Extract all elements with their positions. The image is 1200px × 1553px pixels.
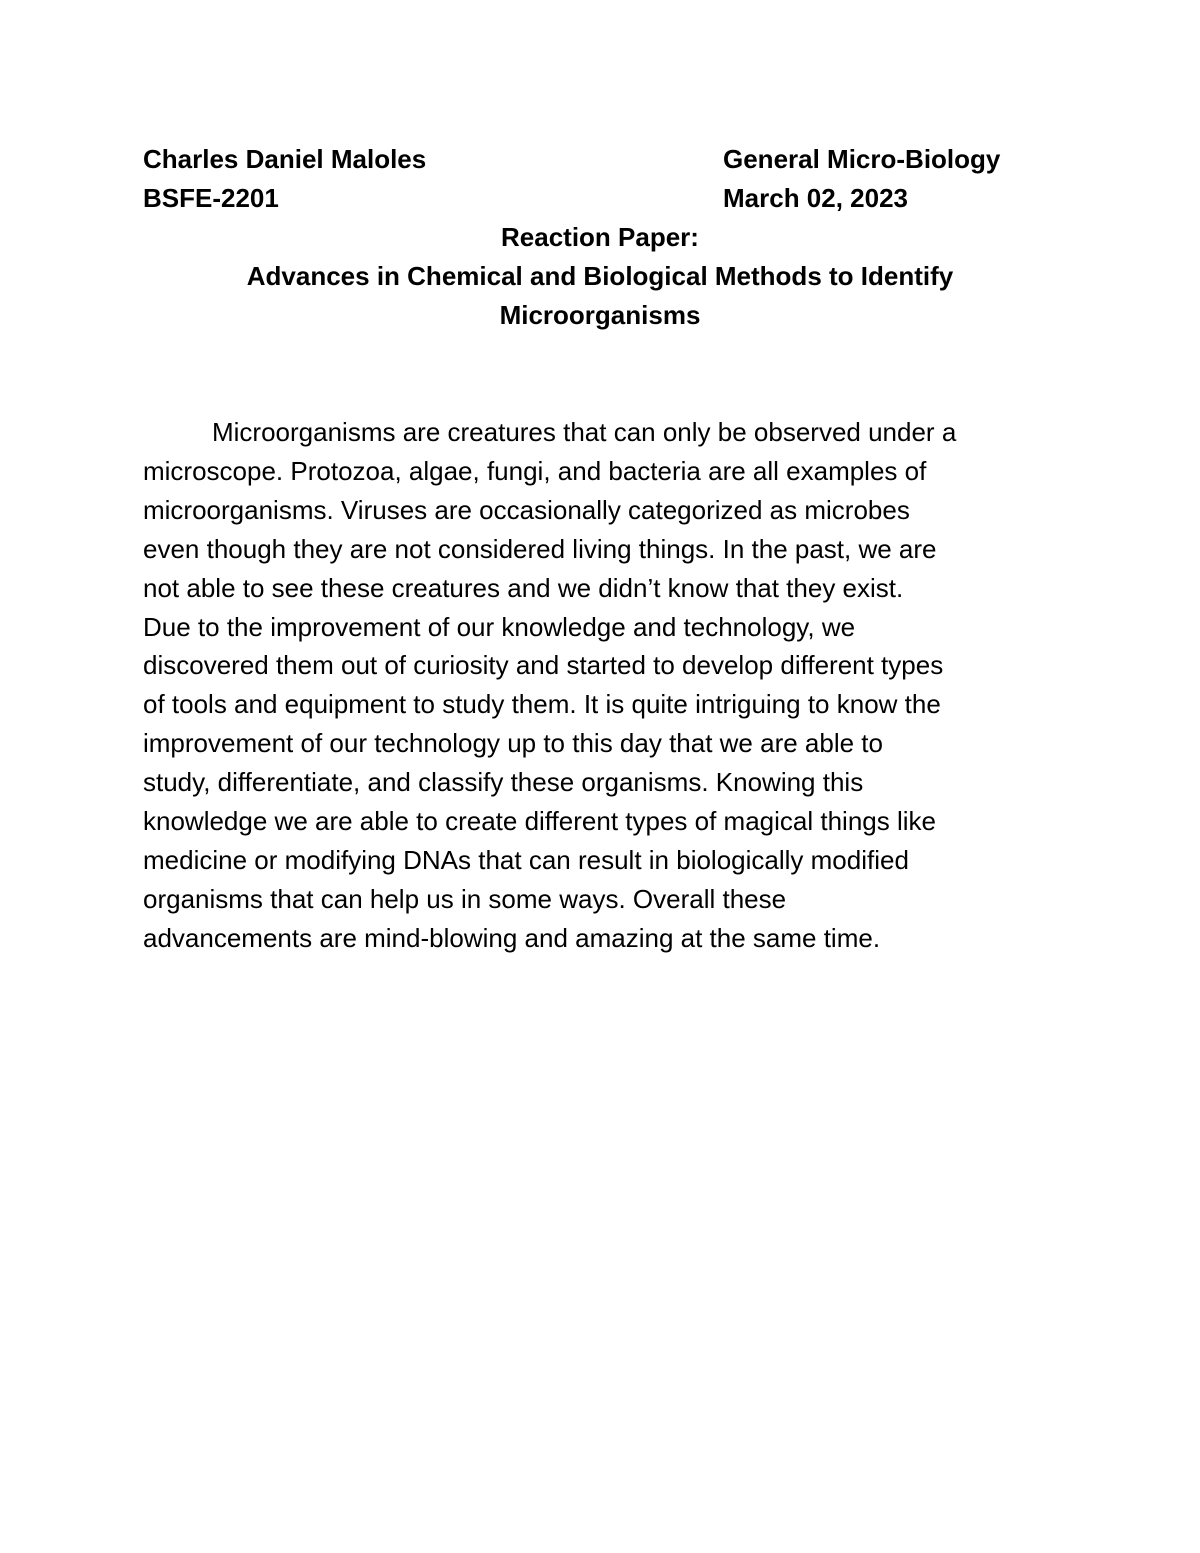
course-name: General Micro-Biology xyxy=(723,144,1001,174)
body-line: improvement of our technology up to this day that we are able to xyxy=(143,728,883,759)
document-date: March 02, 2023 xyxy=(723,183,909,213)
body-line: microorganisms. Viruses are occasionally categorized as microbes xyxy=(143,494,910,525)
title-line-2: Advances in Chemical and Biological Methods to Identify xyxy=(246,261,954,291)
body-line: of tools and equipment to study them. It is quite intriguing to know the xyxy=(143,689,941,720)
body-line: even though they are not considered living things. In the past, we are xyxy=(143,533,937,564)
title-line-3: Microorganisms xyxy=(499,300,701,330)
body-line: advancements are mind-blowing and amazing at the same time. xyxy=(143,922,881,953)
body-line: microscope. Protozoa, algae, fungi, and bacteria are all examples of xyxy=(143,455,927,486)
body-line: discovered them out of curiosity and started to develop different types xyxy=(143,650,944,681)
paper-title xyxy=(143,218,1057,335)
body-line: study, differentiate, and classify these organisms. Knowing this xyxy=(143,767,864,798)
section-code: BSFE-2201 xyxy=(143,183,279,213)
body-line: medicine or modifying DNAs that can result in biologically modified xyxy=(143,844,909,875)
body-line: organisms that can help us in some ways. Overall these xyxy=(143,883,787,914)
title-line-1: Reaction Paper: xyxy=(501,222,699,252)
body-line: knowledge we are able to create different types of magical things like xyxy=(143,806,936,837)
body-paragraph xyxy=(143,413,1061,958)
author-name: Charles Daniel Maloles xyxy=(143,144,427,174)
body-line: Microorganisms are creatures that can only be observed under a xyxy=(212,417,957,447)
body-line: Due to the improvement of our knowledge and technology, we xyxy=(143,611,856,642)
body-line: not able to see these creatures and we didn’t know that they exist. xyxy=(143,572,904,603)
